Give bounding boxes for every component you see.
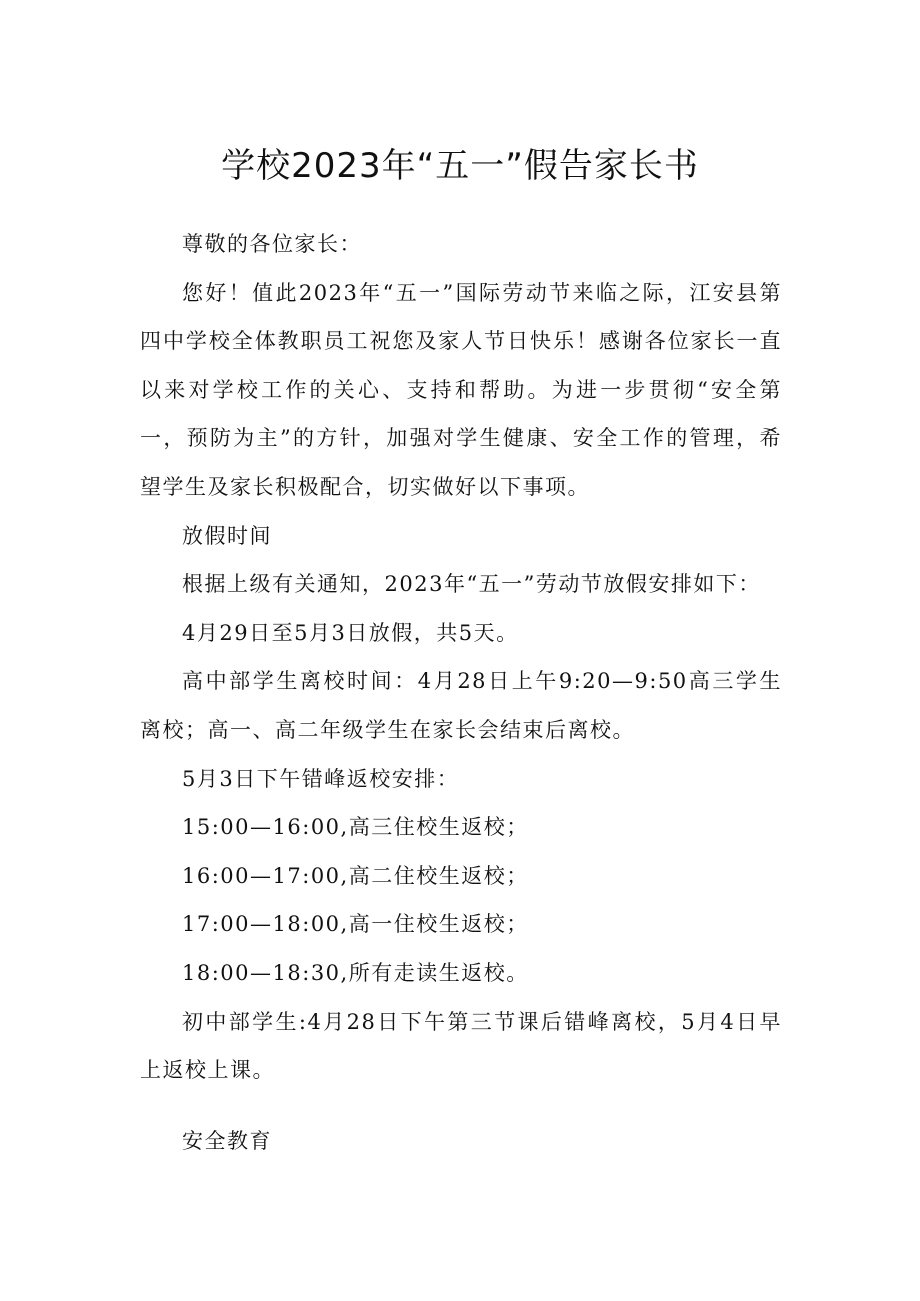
- return-schedule-item: 18:00—18:30,所有走读生返校。: [182, 960, 529, 985]
- return-schedule-item: 17:00—18:00,高一住校生返校；: [182, 912, 529, 937]
- return-schedule-item: 16:00—17:00,高二住校生返校；: [182, 863, 529, 888]
- return-schedule-heading: 5月3日下午错峰返校安排：: [182, 766, 460, 791]
- middle-school-paragraph: 初中部学生:4月28日下午第三节课后错峰离校，5月4日早上返校上课。: [140, 1009, 782, 1083]
- holiday-dates-paragraph: 4月29日至5月3日放假，共5天。: [182, 620, 519, 645]
- document-title: 学校2023年“五一”假告家长书: [221, 146, 699, 186]
- section-heading-safety-education: 安全教育: [182, 1128, 272, 1153]
- intro-paragraph: 您好！值此2023年“五一”国际劳动节来临之际，江安县第四中学校全体教职员工祝您及家人节日快乐！感谢各位家长一直以来对学校工作的关心、支持和帮助。为进一步贯彻“安全第一，预防为主”的方针，加强对学生健康、安全工作的管理，希望学生及家长积极配合，切实做好以下事项。: [140, 280, 782, 499]
- salutation: 尊敬的各位家长：: [182, 232, 362, 256]
- return-schedule-item: 15:00—16:00,高三住校生返校；: [182, 815, 529, 840]
- document-body: [140, 220, 782, 1165]
- holiday-notice-paragraph: 根据上级有关通知，2023年“五一”劳动节放假安排如下：: [182, 572, 761, 597]
- section-heading-holiday-time: 放假时间: [182, 523, 272, 548]
- high-school-leave-paragraph: 高中部学生离校时间：4月28日上午9:20—9:50高三学生离校；高一、高二年级学生在家长会结束后离校。: [140, 669, 782, 742]
